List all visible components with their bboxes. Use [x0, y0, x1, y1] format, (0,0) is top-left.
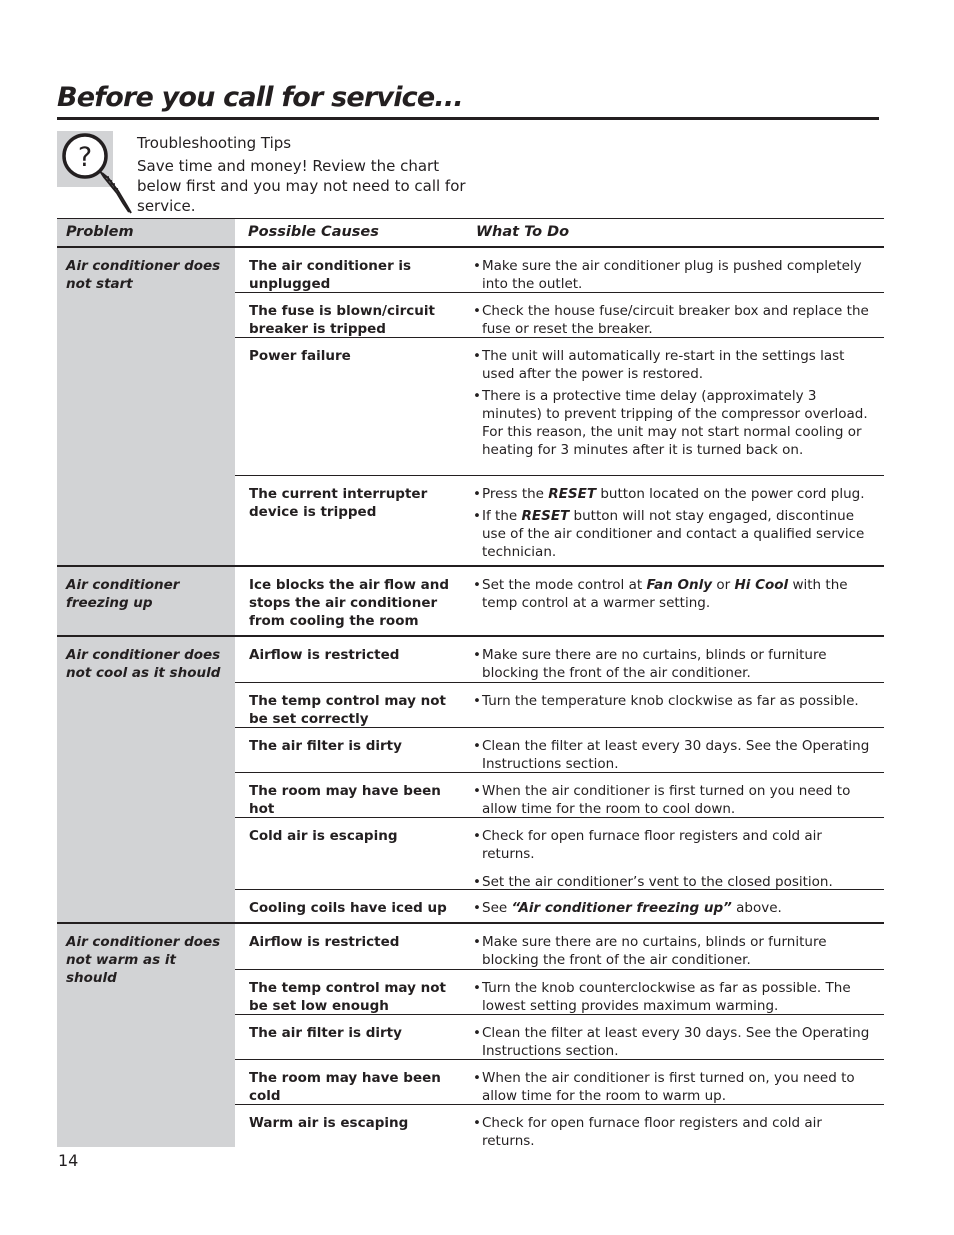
emphasis-text: Hi Cool [734, 577, 789, 593]
bullet-text [482, 507, 876, 561]
bullet-dot: • [473, 738, 481, 754]
what-to-do [463, 476, 884, 565]
bullet-dot: • [473, 980, 481, 996]
plain-text: Make sure there are no curtains, blinds or furniture blocking the front of the air conditioner. [482, 934, 827, 968]
plain-text: Turn the temperature knob clockwise as far as possible. [482, 693, 859, 709]
bullet-dot: • [473, 828, 481, 844]
tips-heading: Troubleshooting Tips [137, 134, 292, 152]
bullet-dot: • [473, 348, 481, 364]
list-item [473, 387, 876, 459]
problem-group [57, 248, 884, 567]
list-item [473, 576, 876, 612]
plain-text: Make sure the air conditioner plug is pushed completely into the outlet. [482, 258, 862, 292]
bullet-text [482, 737, 876, 773]
emphasis-text: RESET [521, 508, 570, 524]
table-row [235, 293, 884, 338]
plain-text: Press the [482, 486, 549, 502]
list-item [473, 827, 876, 863]
problem-label: Air conditioner does not cool as it should [57, 637, 235, 922]
what-to-do [463, 924, 884, 969]
possible-cause: The temp control may not be set low enough [249, 980, 446, 1014]
list-item [473, 302, 876, 338]
plain-text: Turn the knob counterclockwise as far as possible. The lowest setting provides maximum warming. [482, 980, 851, 1014]
table-header [57, 218, 884, 248]
svg-text:?: ? [77, 142, 93, 173]
bullet-text [482, 979, 876, 1015]
plain-text: If the [482, 508, 522, 524]
plain-text: When the air conditioner is first turned on you need to allow time for the room to cool down. [482, 783, 851, 817]
possible-cause: The air filter is dirty [249, 738, 402, 754]
bullet-dot: • [473, 647, 481, 663]
table-row [235, 567, 884, 635]
problem-group [57, 924, 884, 1147]
list-item [473, 646, 876, 682]
what-to-do [463, 728, 884, 772]
problem-group [57, 637, 884, 924]
bullet-dot: • [473, 1025, 481, 1041]
plain-text: Check for open furnace floor registers and cold air returns. [482, 828, 822, 862]
plain-text: or [712, 577, 735, 593]
table-row [235, 248, 884, 293]
plain-text: Make sure there are no curtains, blinds or furniture blocking the front of the air conditioner. [482, 647, 827, 681]
possible-cause: Ice blocks the air flow and stops the air conditioner from cooling the room [249, 577, 450, 629]
possible-cause: The air conditioner is unplugged [249, 258, 412, 292]
what-to-do [463, 773, 884, 817]
possible-cause: Power failure [249, 348, 351, 364]
page-title: Before you call for service... [57, 82, 463, 113]
list-item [473, 257, 876, 293]
what-to-do [463, 970, 884, 1014]
list-item [473, 1069, 876, 1105]
plain-text: Check the house fuse/circuit breaker box and replace the fuse or reset the breaker. [482, 303, 869, 337]
emphasis-text: RESET [548, 486, 597, 502]
list-item [473, 979, 876, 1015]
possible-cause: Airflow is restricted [249, 934, 400, 950]
bullet-dot: • [473, 934, 481, 950]
table-row [235, 637, 884, 683]
list-item [473, 782, 876, 818]
possible-cause: The temp control may not be set correctly [249, 693, 446, 727]
bullet-dot: • [473, 303, 481, 319]
header-possible-causes: Possible Causes [248, 224, 379, 240]
plain-text: See [482, 900, 512, 916]
what-to-do [463, 1060, 884, 1104]
what-to-do [463, 293, 884, 337]
bullet-dot: • [473, 577, 481, 593]
bullet-dot: • [473, 900, 481, 916]
bullet-text [482, 827, 876, 863]
list-item [473, 737, 876, 773]
bullet-text [482, 1024, 876, 1060]
bullet-dot: • [473, 1070, 481, 1086]
possible-cause: Airflow is restricted [249, 647, 400, 663]
problem-label: Air conditioner freezing up [57, 567, 235, 635]
title-rule [57, 117, 879, 120]
list-item [473, 485, 876, 503]
table-row [235, 728, 884, 773]
troubleshooting-tips [137, 133, 467, 216]
possible-cause: Cold air is escaping [249, 828, 398, 844]
plain-text: Clean the filter at least every 30 days. See the Operating Instructions section. [482, 738, 870, 772]
troubleshooting-table [57, 218, 884, 1147]
bullet-text [482, 873, 876, 891]
list-item [473, 507, 876, 561]
plain-text: Clean the filter at least every 30 days. See the Operating Instructions section. [482, 1025, 870, 1059]
table-row [235, 1060, 884, 1105]
table-row [235, 338, 884, 476]
plain-text: Set the mode control at [482, 577, 647, 593]
cause-rows [235, 924, 884, 1147]
plain-text: Set the air conditioner’s vent to the closed position. [482, 874, 833, 890]
possible-cause: The fuse is blown/circuit breaker is tripped [249, 303, 435, 337]
question-magnifier-icon [57, 131, 137, 216]
plain-text: above. [731, 900, 782, 916]
what-to-do [463, 567, 884, 635]
what-to-do [463, 890, 884, 922]
problem-label: Air conditioner does not warm as it should [57, 924, 235, 1147]
table-row [235, 970, 884, 1015]
what-to-do [463, 248, 884, 292]
table-row [235, 773, 884, 818]
bullet-text [482, 933, 876, 969]
bullet-text [482, 302, 876, 338]
list-item [473, 933, 876, 969]
bullet-text [482, 1114, 876, 1150]
problem-group [57, 567, 884, 637]
emphasis-text: Fan Only [646, 577, 713, 593]
table-row [235, 818, 884, 890]
bullet-dot: • [473, 486, 481, 502]
plain-text: The unit will automatically re-start in the settings last used after the power is restored. [482, 348, 845, 382]
bullet-text [482, 347, 876, 383]
bullet-text [482, 485, 876, 503]
bullet-text [482, 576, 876, 612]
header-what-to-do: What To Do [476, 224, 570, 240]
what-to-do [463, 338, 884, 475]
plain-text: Check for open furnace floor registers and cold air returns. [482, 1115, 822, 1149]
list-item [473, 1024, 876, 1060]
bullet-dot: • [473, 693, 481, 709]
header-problem: Problem [57, 219, 235, 246]
bullet-text [482, 692, 876, 710]
cause-rows [235, 248, 884, 565]
list-item [473, 899, 876, 917]
bullet-dot: • [473, 388, 481, 404]
possible-cause: The room may have been cold [249, 1070, 441, 1104]
problem-label: Air conditioner does not start [57, 248, 235, 565]
what-to-do [463, 1105, 884, 1147]
what-to-do [463, 1015, 884, 1059]
possible-cause: The current interrupter device is tripped [249, 486, 428, 520]
cause-rows [235, 637, 884, 922]
tips-body: Save time and money! Review the chart below first and you may not need to call for service. [137, 157, 466, 215]
possible-cause: Cooling coils have iced up [249, 900, 447, 916]
bullet-text [482, 899, 876, 917]
list-item [473, 873, 876, 891]
possible-cause: The room may have been hot [249, 783, 441, 817]
page-number: 14 [58, 1151, 79, 1170]
table-row [235, 890, 884, 922]
possible-cause: Warm air is escaping [249, 1115, 409, 1131]
bullet-text [482, 387, 876, 459]
plain-text: button located on the power cord plug. [596, 486, 865, 502]
bullet-dot: • [473, 783, 481, 799]
possible-cause: The air filter is dirty [249, 1025, 402, 1041]
bullet-text [482, 1069, 876, 1105]
what-to-do [463, 683, 884, 727]
bullet-text [482, 782, 876, 818]
table-row [235, 924, 884, 970]
bullet-dot: • [473, 508, 481, 524]
table-row [235, 1015, 884, 1060]
bullet-text [482, 646, 876, 682]
table-row [235, 683, 884, 728]
plain-text: There is a protective time delay (approximately 3 minutes) to prevent tripping of the compressor overload. For this reason, the unit may not start normal cooling or heating for 3 minutes after it is turned back on. [482, 388, 868, 458]
bullet-dot: • [473, 874, 481, 890]
list-item [473, 1114, 876, 1150]
table-body [57, 248, 884, 1147]
what-to-do [463, 637, 884, 682]
plain-text: with the temp control at a warmer setting. [482, 577, 848, 611]
plain-text: button will not stay engaged, discontinue use of the air conditioner and contact a qualified service technician. [482, 508, 865, 560]
what-to-do [463, 818, 884, 889]
table-row [235, 476, 884, 565]
list-item [473, 347, 876, 383]
bullet-dot: • [473, 1115, 481, 1131]
cause-rows [235, 567, 884, 635]
emphasis-text: “Air conditioner freezing up” [511, 900, 732, 916]
table-row [235, 1105, 884, 1147]
bullet-dot: • [473, 258, 481, 274]
list-item [473, 692, 876, 710]
bullet-text [482, 257, 876, 293]
plain-text: When the air conditioner is first turned on, you need to allow time for the room to warm up. [482, 1070, 855, 1104]
